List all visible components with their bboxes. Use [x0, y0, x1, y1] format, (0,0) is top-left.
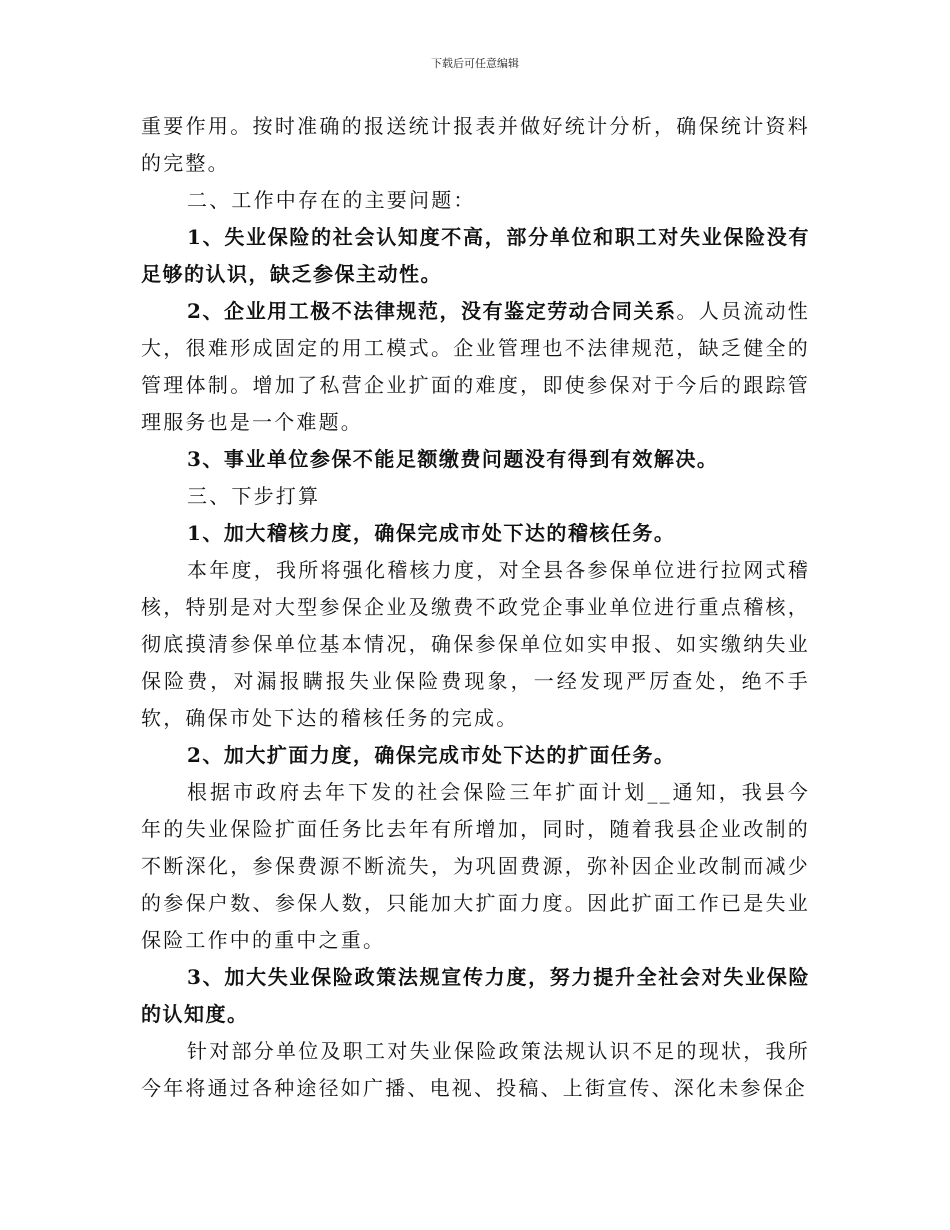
normal-run: 。人员流动性大，很难形成固定的用工模式。企业管理也不法律规范，缺乏健全的管理体制。增加了私营企业扩面的难度，即使参保对于今后的跟踪管理服务也是一个难题。	[141, 299, 810, 434]
bold-paragraph: 1、加大稽核力度，确保完成市处下达的稽核任务。	[187, 521, 676, 545]
mixed-paragraph	[141, 293, 810, 441]
paragraph: 重要作用。按时准确的报送统计报表并做好统计分析，确保统计资料的完整。	[141, 114, 810, 175]
document-body	[141, 108, 810, 1107]
paragraph: 根据市政府去年下发的社会保险三年扩面计划__通知，我县今年的失业保险扩面任务比去年有所增加，同时，随着我县企业改制的不断深化，参保费源不断流失，为巩固费源，弥补因企业改制而减少的参保户数、参保人数，只能加大扩面力度。因此扩面工作已是失业保险工作中的重中之重。	[141, 780, 810, 952]
section-heading: 二、工作中存在的主要问题：	[187, 188, 476, 212]
bold-paragraph: 3、事业单位参保不能足额缴费问题没有得到有效解决。	[187, 447, 719, 471]
paragraph: 本年度，我所将强化稽核力度，对全县各参保单位进行拉网式稽核，特别是对大型参保企业及缴费不政党企事业单位进行重点稽核，彻底摸清参保单位基本情况，确保参保单位如实申报、如实缴纳失业保险费，对漏报瞒报失业保险费现象，一经发现严厉查处，绝不手软，确保市处下达的稽核任务的完成。	[141, 558, 810, 730]
bold-paragraph: 3、加大失业保险政策法规宣传力度，努力提升全社会对失业保险的认知度。	[141, 965, 810, 1026]
paragraph: 针对部分单位及职工对失业保险政策法规认识不足的现状，我所今年将通过各种途径如广播、电视、投稿、上街宣传、深化未参保企	[141, 1039, 810, 1100]
bold-run: 2、企业用工极不法律规范，没有鉴定劳动合同关系	[187, 299, 677, 323]
bold-paragraph: 1、失业保险的社会认知度不高，部分单位和职工对失业保险没有足够的认识，缺乏参保主动性。	[141, 225, 810, 286]
page-header-note: 下载后可任意编辑	[431, 57, 519, 70]
section-heading: 三、下步打算	[187, 484, 321, 508]
bold-paragraph: 2、加大扩面力度，确保完成市处下达的扩面任务。	[187, 743, 676, 767]
